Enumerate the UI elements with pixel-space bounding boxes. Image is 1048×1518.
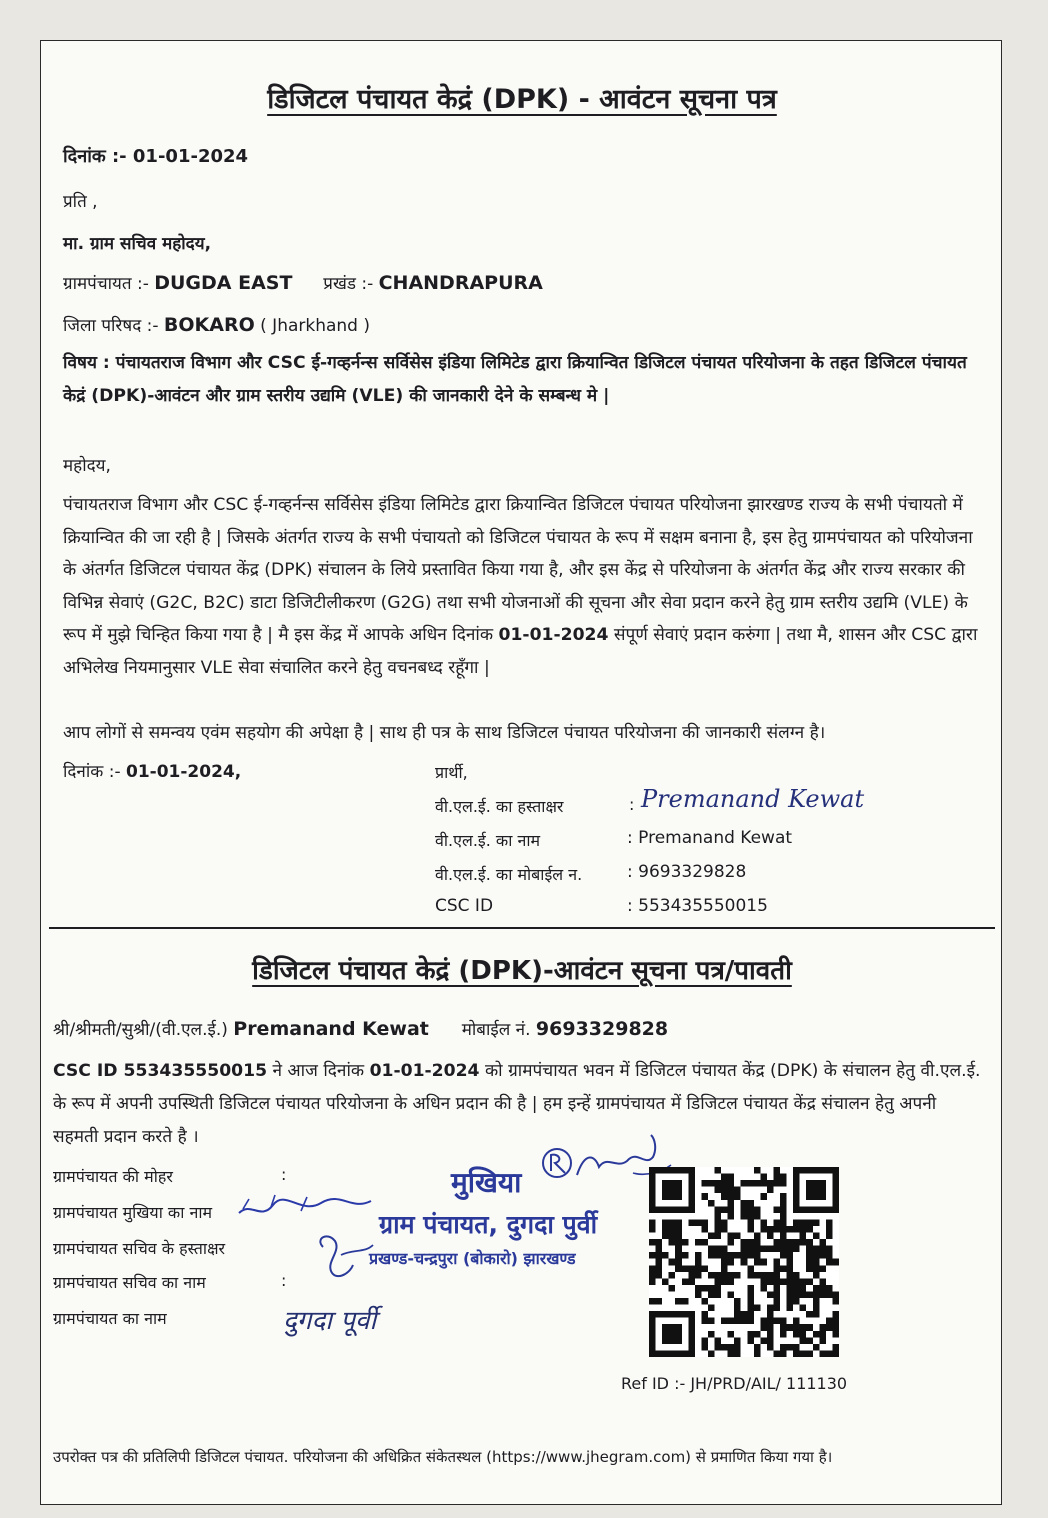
receipt-name-line	[53, 1017, 668, 1040]
receipt-date: 01-01-2024	[369, 1061, 480, 1081]
gp-block-line	[63, 271, 543, 294]
date-value: 01-01-2024	[132, 146, 249, 167]
receipt-mobile: 9693329828	[535, 1018, 669, 1040]
gp-value: DUGDA EAST	[154, 272, 293, 294]
sign-date-label: दिनांक :-	[63, 762, 126, 782]
block-value: CHANDRAPURA	[378, 272, 543, 294]
applicant: प्रार्थी,	[435, 763, 468, 782]
salutation: महोदय,	[63, 456, 111, 476]
gp-name-label: ग्रामपंचायत का नाम	[53, 1309, 167, 1328]
body-text-2: संपूर्ण सेवाएं प्रदान करुंगा | तथा मै, शासन और CSC द्वारा अभिलेख नियमानुसार VLE सेवा संचालित करने हेतु वचनबध्द रहूँगा |	[63, 625, 978, 678]
state-value: ( Jharkhand )	[260, 316, 371, 336]
stamp-line-1: मुखिया	[451, 1166, 522, 1199]
receipt-text-1: ने आज दिनांक	[267, 1061, 370, 1081]
csc-id-value: : 553435550015	[627, 896, 768, 916]
addressee: मा. ग्राम सचिव महोदय,	[63, 234, 212, 254]
vle-sign-colon: :	[629, 795, 635, 814]
receipt-name: Premanand Kewat	[233, 1018, 429, 1040]
body-text-1: पंचायतराज विभाग और CSC ई-गव्हर्नन्स सर्विसेस इंडिया लिमिटेड द्वारा क्रियान्वित डिजिटल पंचायत परियोजना झारखण्ड राज्य के सभी पंचायतो में क्रियान्वित की जा रही है | जिसके अंतर्गत राज्य के सभी पंचायतो को डिजिटल पंचायत के रूप में सक्षम बनाना है, इस हेतु ग्रामपंचायत को परियोजना के अंतर्गत डिजिटल पंचायत केंद्र (DPK) संचालन के लिये प्रस्तावित किया गया है, और इस केंद्र से परियोजना के अंतर्गत केंद्र और राज्य सरकार की विभिन्न सेवाएं (G2C, B2C) डाटा डिजिटीलीकरण (G2G) तथा सभी योजनाओं की सूचना और सेवा प्रदान करने हेतु ग्राम स्तरीय उद्यमि (VLE) के रूप में मुझे चिन्हित किया गया है | मै इस केंद्र में आपके अधिन दिनांक	[63, 495, 973, 645]
mobile-label: मोबाईल नं.	[461, 1020, 536, 1040]
seal-colon: :	[281, 1165, 287, 1184]
gp-label: ग्रामपंचायत :-	[63, 274, 155, 294]
secretary-sign-label: ग्रामपंचायत सचिव के हस्ताक्षर	[53, 1239, 226, 1258]
date-label: दिनांक :-	[63, 146, 133, 167]
stamp-line-2: ग्राम पंचायत, दुगदा पुर्वी	[379, 1210, 598, 1239]
closing-line: आप लोगों से समन्वय एवंम सहयोग की अपेक्षा है | साथ ही पत्र के साथ डिजिटल पंचायत परियोजना की जानकारी संलग्न है।	[63, 723, 826, 743]
sign-date-value: 01-01-2024,	[126, 762, 242, 782]
to-line: प्रति ,	[63, 192, 98, 212]
vle-mobile-label: वी.एल.ई. का मोबाईल न.	[435, 865, 583, 884]
ref-id: Ref ID :- JH/PRD/AIL/ 111130	[621, 1374, 848, 1393]
receipt-csc-id: CSC ID 553435550015	[53, 1061, 268, 1081]
qr-code-icon	[649, 1167, 839, 1357]
district-label: जिला परिषद :-	[63, 316, 164, 336]
vle-name-label: वी.एल.ई. का नाम	[435, 831, 541, 850]
vle-name-value: : Premanand Kewat	[627, 828, 793, 848]
handwritten-signatures	[231, 1191, 381, 1291]
letter-title: डिजिटल पंचायत केद्रं (DPK) - आवंटन सूचना पत्र	[267, 84, 777, 115]
body-paragraph	[63, 489, 978, 684]
vle-sign-label: वी.एल.ई. का हस्ताक्षर	[435, 797, 564, 816]
receipt-paragraph	[53, 1055, 983, 1154]
letter-date	[63, 144, 248, 168]
footer-note: उपरोक्त पत्र की प्रतिलिपी डिजिटल पंचायत. परियोजना की अधिक्रित संकेतस्थल (https://www.jhegram.com) से प्रमाणित किया गया है।	[53, 1448, 833, 1466]
vle-signature: Premanand Kewat	[641, 785, 865, 813]
block-label: प्रखंड :-	[323, 274, 379, 294]
sign-date	[63, 759, 241, 782]
district-line	[63, 313, 370, 336]
subject: विषय : पंचायतराज विभाग और CSC ई-गव्हर्नन्स सर्विसेस इंडिया लिमिटेड द्वारा क्रियान्वित डिजिटल पंचायत परियोजना के तहत डिजिटल पंचायत केद्रं (DPK)-आवंटन और ग्राम स्तरीय उद्यमि (VLE) की जानकारी देने के सम्बन्ध मे |	[63, 353, 967, 406]
body-date: 01-01-2024	[498, 625, 609, 645]
vle-mobile-value: : 9693329828	[627, 862, 747, 882]
name-prefix: श्री/श्रीमती/सुश्री/(वी.एल.ई.)	[53, 1020, 234, 1040]
document-page	[40, 40, 1002, 1505]
stamp-line-3: प्रखण्ड-चन्द्रपुरा (बोकारो) झारखण्ड	[369, 1249, 576, 1268]
receipt-title: डिजिटल पंचायत केद्रं (DPK)-आवंटन सूचना पत्र/पावती	[252, 956, 792, 986]
handwritten-gp-name: दुगदा पूर्वी	[283, 1306, 377, 1336]
csc-id-label: CSC ID	[435, 896, 494, 916]
seal-label: ग्रामपंचायत की मोहर	[53, 1167, 173, 1186]
section-divider	[49, 927, 995, 929]
secretary-name-label: ग्रामपंचायत सचिव का नाम	[53, 1273, 206, 1292]
mukhiya-name-label: ग्रामपंचायत मुखिया का नाम	[53, 1203, 213, 1222]
receipt-text-2: को ग्रामपंचायत भवन में डिजिटल पंचायत केंद्र (DPK) के संचालन हेतु वी.एल.ई. के रूप में अपनी उपस्थिती डिजिटल पंचायत परियोजना के अधिन प्रदान की है | हम इन्हें ग्रामपंचायत में डिजिटल पंचायत केंद्र संचालन हेतु अपनी सहमती प्रदान करते है ।	[53, 1061, 981, 1147]
district-value: BOKARO	[163, 314, 255, 336]
secretary-name-colon: :	[281, 1271, 287, 1290]
